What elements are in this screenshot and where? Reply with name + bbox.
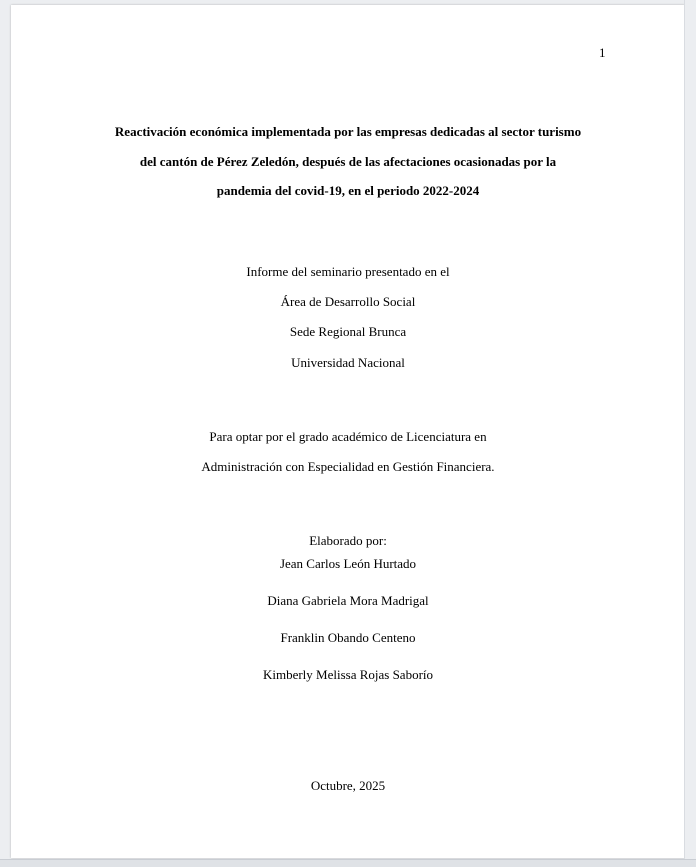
title-line-3: pandemia del covid-19, en el periodo 2022-2024 [216,183,480,198]
page-number: 1 [599,45,606,60]
author-4: Kimberly Melissa Rojas Saborío [262,667,434,682]
author-1: Jean Carlos León Hurtado [279,556,417,571]
bottom-scroll-area[interactable] [0,859,696,867]
document-page [11,5,685,858]
right-gutter [684,0,696,867]
title-line-2: del cantón de Pérez Zeledón, después de las afectaciones ocasionadas por la [139,154,557,169]
institution-line-2: Área de Desarrollo Social [280,294,416,309]
document-date: Octubre, 2025 [310,778,386,793]
institution-line-3: Sede Regional Brunca [289,324,407,339]
author-3: Franklin Obando Centeno [280,630,416,645]
degree-line-1: Para optar por el grado académico de Licenciatura en [209,429,487,444]
institution-line-4: Universidad Nacional [291,355,405,370]
institution-line-1: Informe del seminario presentado en el [246,264,450,279]
author-2: Diana Gabriela Mora Madrigal [267,593,429,608]
degree-line-2: Administración con Especialidad en Gestión Financiera. [201,459,495,474]
title-line-1: Reactivación económica implementada por las empresas dedicadas al sector turismo [114,124,582,139]
authors-label: Elaborado por: [309,533,387,548]
